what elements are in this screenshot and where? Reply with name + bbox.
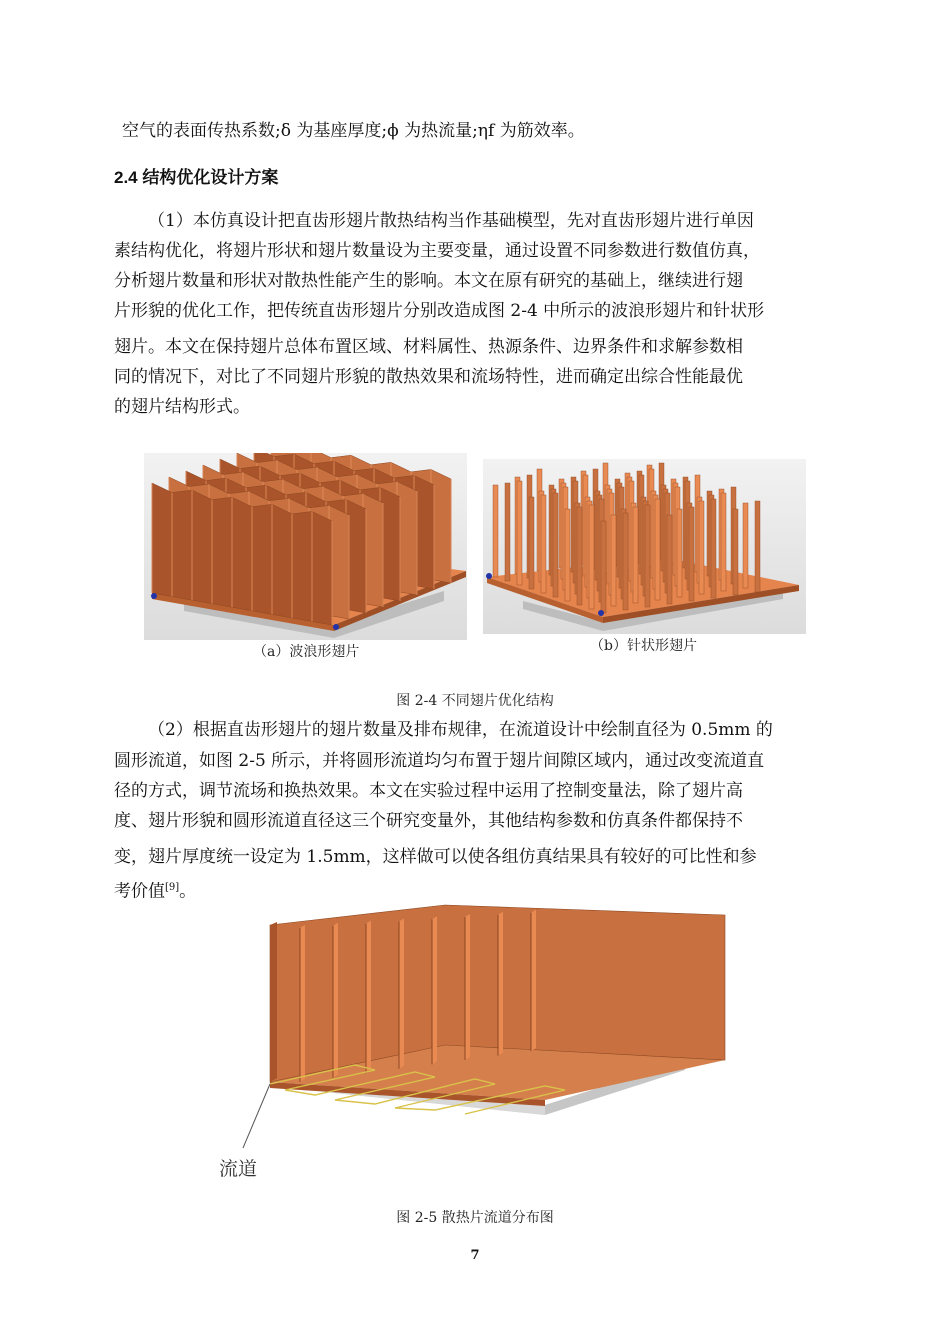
paragraph-end: 。 bbox=[179, 881, 197, 902]
figure-2-4a-caption: （a）波浪形翅片 bbox=[253, 644, 360, 660]
paragraph-line: （1）本仿真设计把直齿形翅片散热结构当作基础模型，先对直齿形翅片进行单因 bbox=[148, 211, 754, 231]
wavy-fin-heatsink-image bbox=[144, 453, 467, 640]
paragraph-line: 的翅片结构形式。 bbox=[114, 397, 250, 417]
section-heading: 2.4 结构优化设计方案 bbox=[114, 168, 279, 187]
paragraph-line: 片形貌的优化工作，把传统直齿形翅片分别改造成图 2-4 中所示的波浪形翅片和针状形 bbox=[114, 301, 765, 321]
figure-2-4-caption: 图 2-4 不同翅片优化结构 bbox=[396, 693, 554, 709]
figure-2-4b-caption: （b）针状形翅片 bbox=[590, 638, 697, 654]
heatsink-flow-channel-image bbox=[215, 900, 735, 1190]
page-number: 7 bbox=[470, 1248, 480, 1263]
citation: [9] bbox=[165, 882, 180, 893]
paragraph-line: 分析翅片数量和形状对散热性能产生的影响。本文在原有研究的基础上，继续进行翅 bbox=[114, 271, 743, 291]
continued-text-line: 空气的表面传热系数;δ 为基座厚度;ϕ 为热流量;ηf 为筋效率。 bbox=[122, 121, 585, 141]
flow-channel-label: 流道 bbox=[219, 1159, 258, 1180]
paragraph-line: （2）根据直齿形翅片的翅片数量及排布规律，在流道设计中绘制直径为 0.5mm 的 bbox=[148, 720, 773, 740]
pin-fin-heatsink-image bbox=[483, 459, 806, 634]
paragraph-line: 变，翅片厚度统一设定为 1.5mm，这样做可以使各组仿真结果具有较好的可比性和参 bbox=[114, 847, 757, 867]
paragraph-line: 同的情况下，对比了不同翅片形貌的散热效果和流场特性，进而确定出综合性能最优 bbox=[114, 367, 743, 387]
paragraph-text: 考价值 bbox=[114, 881, 165, 902]
paragraph-line: 翅片。本文在保持翅片总体布置区域、材料属性、热源条件、边界条件和求解参数相 bbox=[114, 337, 743, 357]
figure-2-5-caption: 图 2-5 散热片流道分布图 bbox=[396, 1210, 554, 1226]
paragraph-line: 圆形流道，如图 2-5 所示，并将圆形流道均匀布置于翅片间隙区域内，通过改变流道直 bbox=[114, 751, 765, 771]
paragraph-line: 径的方式，调节流场和换热效果。本文在实验过程中运用了控制变量法，除了翅片高 bbox=[114, 781, 743, 801]
paragraph-line: 素结构优化，将翅片形状和翅片数量设为主要变量，通过设置不同参数进行数值仿真， bbox=[114, 241, 760, 261]
paragraph-line: 度、翅片形貌和圆形流道直径这三个研究变量外，其他结构参数和仿真条件都保持不 bbox=[114, 811, 743, 831]
